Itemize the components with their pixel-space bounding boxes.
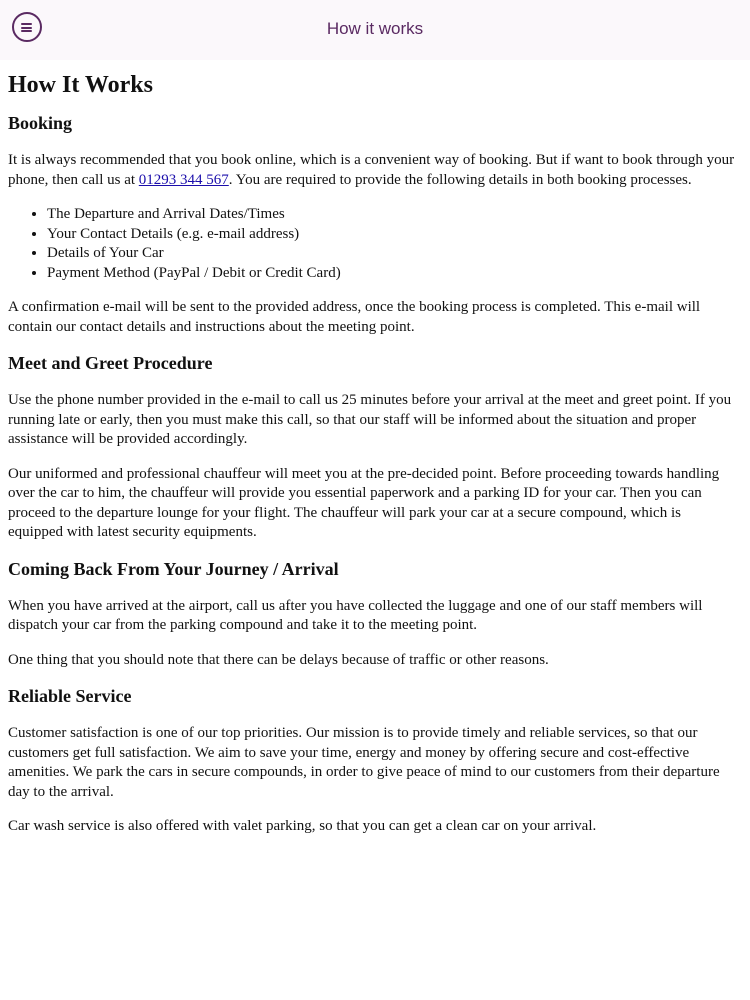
meet-greet-paragraph-1: Use the phone number provided in the e-mail to call us 25 minutes before your arrival at the meet and greet point. If you running late or early, then you must make this call, so that our staff will be informed about the situation and proper assistance will be provided accordingly. (8, 392, 732, 447)
phone-link[interactable]: 01293 344 567 (138, 171, 229, 188)
list-item: • Details of Your Car (47, 244, 736, 264)
top-navigation-bar (0, 0, 750, 60)
booking-intro-text-end: . You are required to provide the following details in both booking processes. (228, 171, 692, 188)
booking-intro (8, 151, 736, 190)
reliable-service-paragraph-1: Customer satisfaction is one of our top priorities. Our mission is to provide timely and reliable services, so that our customers get full satisfaction. We aim to save your time, energy and money by offering secure and cost-effective amenities. We park the cars in secure compounds, in order to give peace of mind to our customers from their departure day to the arrival. (8, 725, 720, 800)
list-item: • The Departure and Arrival Dates/Times (47, 205, 736, 225)
coming-back-paragraph-1: When you have arrived at the airport, call us after you have collected the luggage and one of our staff members will dispatch your car from the parking compound and take it to the meeting point. (8, 597, 703, 633)
topbar-title: How it works (326, 19, 424, 38)
reliable-service-heading: Reliable Service (8, 686, 132, 706)
coming-back-paragraph-2: One thing that you should note that there can be delays because of traffic or other reasons. (8, 651, 549, 668)
coming-back-heading: Coming Back From Your Journey / Arrival (8, 558, 339, 579)
booking-intro-text: It is always recommended that you book online, which is a convenient way of booking. But if want to book through your phone, then call us at (8, 152, 735, 188)
booking-heading: Booking (8, 113, 73, 133)
meet-greet-heading: Meet and Greet Procedure (8, 353, 213, 373)
main-content (8, 70, 736, 852)
page-title: How It Works (8, 72, 153, 98)
list-item: • Payment Method (PayPal / Debit or Credit Card) (47, 264, 736, 284)
booking-confirmation: A confirmation e-mail will be sent to the provided address, once the booking process is completed. This e-mail will contain our contact details and instructions about the meeting point. (8, 299, 701, 335)
meet-greet-paragraph-2: Our uniformed and professional chauffeur will meet you at the pre-decided point. Before proceeding towards handling over the car to him, the chauffeur will provide you essential paperwork and a parking ID for your car. Then you can proceed to the departure lounge for your flight. The chauffeur will park your car at a secure compound, which is equipped with latest security equipments. (8, 465, 720, 540)
list-item: • Your Contact Details (e.g. e-mail address) (47, 225, 736, 245)
reliable-service-paragraph-2: Car wash service is also offered with valet parking, so that you can get a clean car on your arrival. (8, 818, 597, 834)
booking-details-list (8, 205, 736, 283)
